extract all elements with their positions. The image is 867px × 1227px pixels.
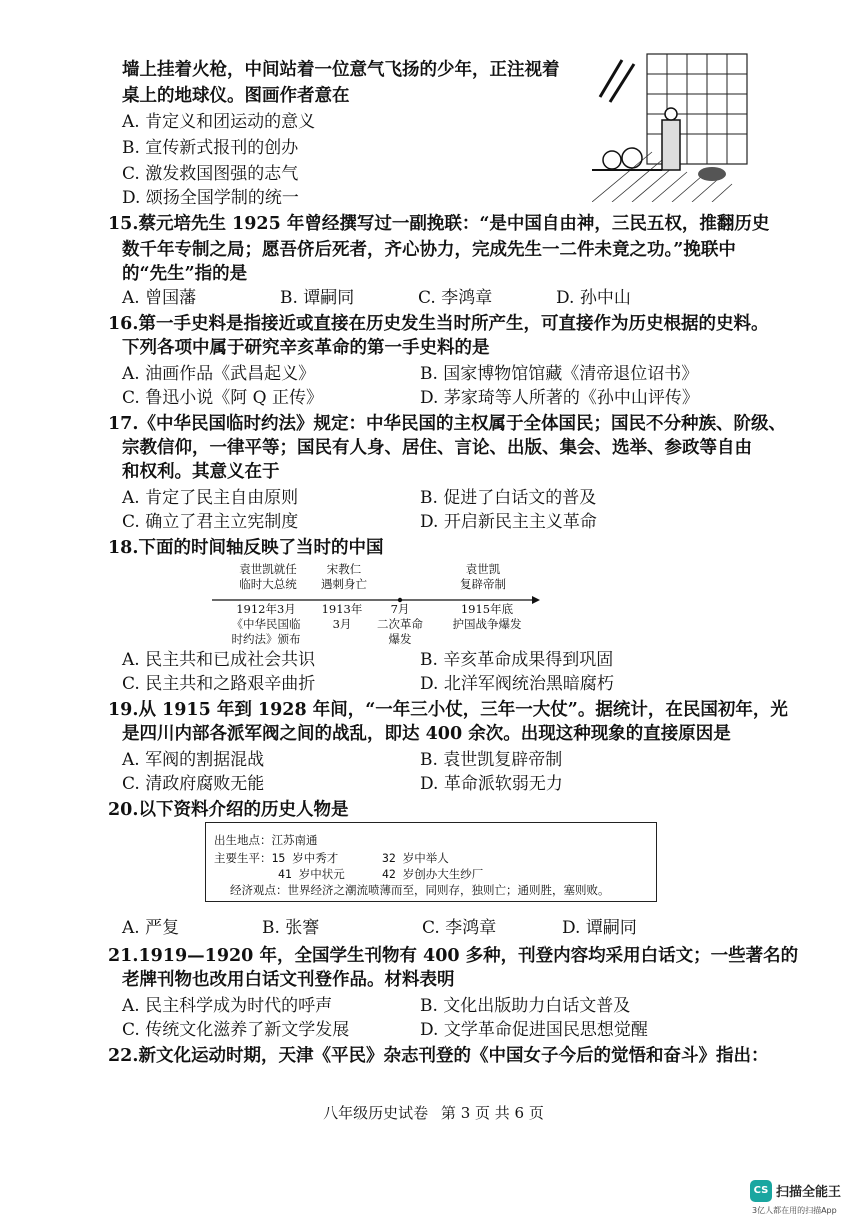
q18-option-d: D. 北洋军阀统治黑暗腐朽 xyxy=(420,674,614,694)
timeline-event-provisional-constitution: 1912年3月 《中华民国临 时约法》颁布 xyxy=(231,602,301,646)
q20-option-a: A. 严复 xyxy=(122,918,180,938)
q14-option-d: D. 颂扬全国学制的统一 xyxy=(122,188,299,208)
q21-option-d: D. 文学革命促进国民思想觉醒 xyxy=(420,1020,648,1040)
q19-line2: 是四川内部各派军阀之间的战乱，即达 400 余次。出现这种现象的直接原因是 xyxy=(122,724,731,744)
q18-line: 18.下面的时间轴反映了当时的中国 xyxy=(108,538,384,558)
q17-line1: 17.《中华民国临时约法》规定：中华民国的主权属于全体国民；国民不分种族、阶级、 xyxy=(108,414,786,434)
boy-globe-illustration xyxy=(592,52,750,202)
q17-option-b: B. 促进了白话文的普及 xyxy=(420,488,597,508)
q20-birthplace: 出生地点：江苏南通 xyxy=(214,833,318,847)
q16-option-a: A. 油画作品《武昌起义》 xyxy=(122,364,316,384)
q21-option-a: A. 民主科学成为时代的呼声 xyxy=(122,996,333,1016)
q17-line2: 宗教信仰，一律平等；国民有人身、居住、言论、出版、集会、选举、参政等自由 xyxy=(122,438,752,458)
q15-line3: 的“先生”指的是 xyxy=(122,264,248,284)
q16-option-d: D. 茅家琦等人所著的《孙中山评传》 xyxy=(420,388,699,408)
q14-line1: 墙上挂着火枪，中间站着一位意气飞扬的少年，正注视着 xyxy=(122,60,560,80)
q20-life-b: 32 岁中举人 xyxy=(382,851,449,865)
q15-option-a: A. 曾国藩 xyxy=(122,288,197,308)
timeline-date-1913-march: 1913年 3月 xyxy=(321,602,363,631)
q14-option-b: B. 宣传新式报刊的创办 xyxy=(122,138,299,158)
q20-life-a: 主要生平：15 岁中秀才 xyxy=(214,851,339,865)
q14-line2: 桌上的地球仪。图画作者意在 xyxy=(122,86,350,106)
page-footer xyxy=(0,1102,867,1123)
q16-option-b: B. 国家博物馆馆藏《清帝退位诏书》 xyxy=(420,364,699,384)
q19-option-a: A. 军阀的割据混战 xyxy=(122,750,265,770)
q19-option-c: C. 清政府腐败无能 xyxy=(122,774,265,794)
q21-option-b: B. 文化出版助力白话文普及 xyxy=(420,996,631,1016)
q22-line: 22.新文化运动时期，天津《平民》杂志刊登的《中国女子今后的觉悟和奋斗》指出： xyxy=(108,1046,769,1066)
q15-option-b: B. 谭嗣同 xyxy=(280,288,355,308)
timeline-event-yuan-president: 袁世凯就任 临时大总统 xyxy=(239,562,297,591)
q15-option-c: C. 李鸿章 xyxy=(418,288,493,308)
scanner-watermark xyxy=(750,1178,855,1218)
q20-life-d: 42 岁创办大生纱厂 xyxy=(382,867,484,881)
timeline-event-second-revolution: 7月 二次革命 爆发 xyxy=(377,602,423,646)
q21-line2: 老牌刊物也改用白话文刊登作品。材料表明 xyxy=(122,970,455,990)
timeline-event-national-protection-war: 1915年底 护国战争爆发 xyxy=(452,602,522,631)
q14-option-c: C. 激发救国图强的志气 xyxy=(122,164,299,184)
q21-option-c: C. 传统文化滋养了新文学发展 xyxy=(122,1020,350,1040)
q16-option-c: C. 鲁迅小说《阿 Q 正传》 xyxy=(122,388,323,408)
q20-economic-view: 经济观点：世界经济之潮流喷薄而至，同则存，独则亡；通则胜，塞则败。 xyxy=(230,883,610,897)
q17-option-d: D. 开启新民主主义革命 xyxy=(420,512,597,532)
timeline xyxy=(210,562,540,662)
camscanner-logo-icon: CS xyxy=(750,1180,772,1202)
q15-line1: 15.蔡元培先生 1925 年曾经撰写过一副挽联：“是中国自由神，三民五权，推翻历史 xyxy=(108,214,770,234)
q20-life-c: 41 岁中状元 xyxy=(278,867,345,881)
q17-option-a: A. 肯定了民主自由原则 xyxy=(122,488,299,508)
q20-option-c: C. 李鸿章 xyxy=(422,918,497,938)
q21-line1: 21.1919—1920 年，全国学生刊物有 400 多种，刊登内容均采用白话文；一些著名的 xyxy=(108,946,799,966)
q18-option-b: B. 辛亥革命成果得到巩固 xyxy=(420,650,614,670)
q17-line3: 和权利。其意义在于 xyxy=(122,462,280,482)
q19-option-d: D. 革命派软弱无力 xyxy=(420,774,563,794)
q17-option-c: C. 确立了君主立宪制度 xyxy=(122,512,299,532)
q20-option-b: B. 张謇 xyxy=(262,918,320,938)
q19-option-b: B. 袁世凯复辟帝制 xyxy=(420,750,563,770)
q20-line: 20.以下资料介绍的历史人物是 xyxy=(108,800,349,820)
q20-option-d: D. 谭嗣同 xyxy=(562,918,637,938)
q16-line1: 16.第一手史料是指接近或直接在历史发生当时所产生，可直接作为历史根据的史料。 xyxy=(108,314,769,334)
q15-option-d: D. 孙中山 xyxy=(556,288,631,308)
watermark-tagline: 3亿人都在用的扫描App xyxy=(752,1206,837,1215)
q20-material-box xyxy=(205,822,657,902)
q18-option-a: A. 民主共和已成社会共识 xyxy=(122,650,316,670)
footer-page-number: 第 3 页 共 6 页 xyxy=(440,1104,544,1122)
q15-line2: 数千年专制之局；愿吾侪后死者，齐心协力，完成先生一二件未竟之功。”挽联中 xyxy=(122,240,736,260)
q19-line1: 19.从 1915 年到 1928 年间，“一年三小仗，三年一大仗”。据统计，在民国初年，光 xyxy=(108,700,788,720)
q14-option-a: A. 肯定义和团运动的意义 xyxy=(122,112,316,132)
watermark-app-name: 扫描全能王 xyxy=(776,1185,842,1200)
timeline-event-song-assassinated: 宋教仁 遇刺身亡 xyxy=(321,562,367,591)
q18-option-c: C. 民主共和之路艰辛曲折 xyxy=(122,674,316,694)
q16-line2: 下列各项中属于研究辛亥革命的第一手史料的是 xyxy=(122,338,490,358)
footer-exam-title: 八年级历史试卷 xyxy=(323,1104,429,1122)
timeline-event-yuan-restoration: 袁世凯 复辟帝制 xyxy=(460,562,506,591)
